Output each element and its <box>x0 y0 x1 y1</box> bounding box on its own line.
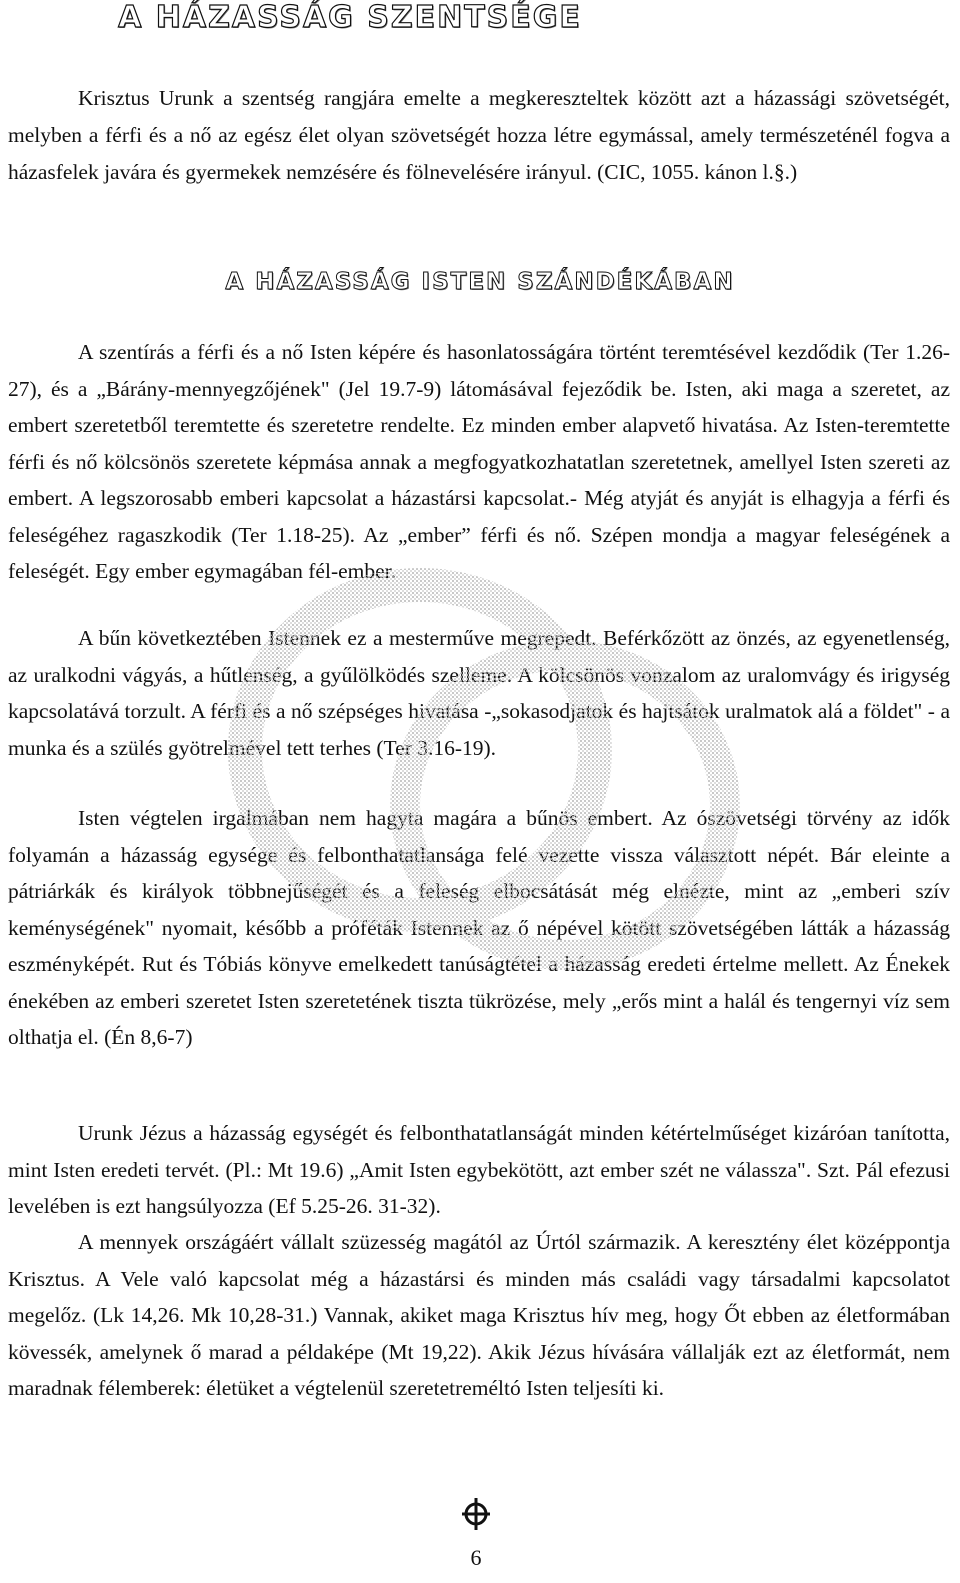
intro-paragraph: Krisztus Urunk a szentség rangjára emelte a megkereszteltek között azt a házassági szövetségét, melyben a férfi és a nő az egész élet olyan szövetségét hozza létre egymással, amely természeténél fogva a házasfelek javára és gyermekek nemzésére és fölnevelésére irányul. (CIC, 1055. kánon l.§.) <box>8 86 950 184</box>
cross-circle-icon <box>459 1497 493 1531</box>
page-title: A HÁZASSÁG SZENTSÉGE <box>118 0 582 35</box>
body-paragraph: A bűn következtében Istennek ez a mesterműve megrepedt. Beférkőzött az önzés, az egyenetlenség, az uralkodni vágyás, a hűtlenség, a gyűlölködés szelleme. A kölcsönös vonzalom az uralomvágy és irigység kapcsolatává torzult. A férfi és a nő szépséges hivatása -„sokasodjatok és hajtsátok uralmatok alá a földet" - a munka és a szülés gyötrelmével tett terhes (Ter 3.16-19). <box>8 626 950 760</box>
section-title: A HÁZASSÁG ISTEN SZÁNDÉKÁBAN <box>225 269 735 295</box>
body-paragraph: Urunk Jézus a házasság egységét és felbonthatatlanságát minden kétértelműséget kizáróan tanította, mint Isten eredeti tervét. (Pl.: Mt 19.6) „Amit Isten egybekötött, azt ember szét ne válassza". Szt. Pál efezusi levelében is ezt hangsúlyozza (Ef 5.25-26. 31-32). <box>8 1121 950 1218</box>
body-paragraph: A szentírás a férfi és a nő Isten képére és hasonlatosságára történt teremtésével kezdődik (Ter 1.26-27), és a „Bárány-mennyegzőjének" (Jel 19.7-9) látomásával fejeződik be. Isten, aki maga a szeretet, az embert szeretetből teremtette és szeretetre rendelte. Ez minden ember alapvető hivatása. Az Isten-teremtette férfi és nő kölcsönös szeretete képmása annak a megfogyatkozhatatlan szeretetnek, amellyel Isten szereti az embert. A legszorosabb emberi kapcsolat a házastársi kapcsolat.- Még atyját és anyját is elhagyja a férfi és feleségéhez ragaszkodik (Ter 1.18-25). Az „ember” férfi és nő. Szépen mondja a magyar feleségének a feleségét. Egy ember egymagában fél-ember. <box>8 340 950 583</box>
body-paragraph: Isten végtelen irgalmában nem hagyta magára a bűnös embert. Az ószövetségi törvény az idők folyamán a házasság egysége és felbonthatatlansága felé vezette vissza választott népét. Bár eleinte a pátriárkák és királyok többnejűségét és a feleség elbocsátását még elnézte, mint az „emberi szív keménységének" nyomait, később a próféták Istennek az ő népével kötött szövetségében látták a házasság eszményképét. Rut és Tóbiás könyve emelkedett tanúságtétel a házasság eredeti értelme mellett. Az Énekek énekében az emberi szeretet Isten szeretetének tiszta tükrözése, mely „erős mint a halál és tengernyi víz sem olthatja el. (Én 8,6-7) <box>8 806 950 1049</box>
page-number: 6 <box>470 1545 482 1570</box>
body-paragraph: A mennyek országáért vállalt szüzesség magától az Úrtól származik. A keresztény élet középpontja Krisztus. A Vele való kapcsolat még a házastársi és minden más családi vagy társadalmi kapcsolatot megelőz. (Lk 14,26. Mk 10,28-31.) Vannak, akiket maga Krisztus hív meg, hogy Őt ebben az életformában kövessék, amelynek ő marad a példaképe (Mt 19,22). Akik Jézus hívására vállalják ezt az életformát, nem maradnak félemberek: életüket a végtelenül szeretetreméltó Isten teljesíti ki. <box>8 1230 950 1400</box>
